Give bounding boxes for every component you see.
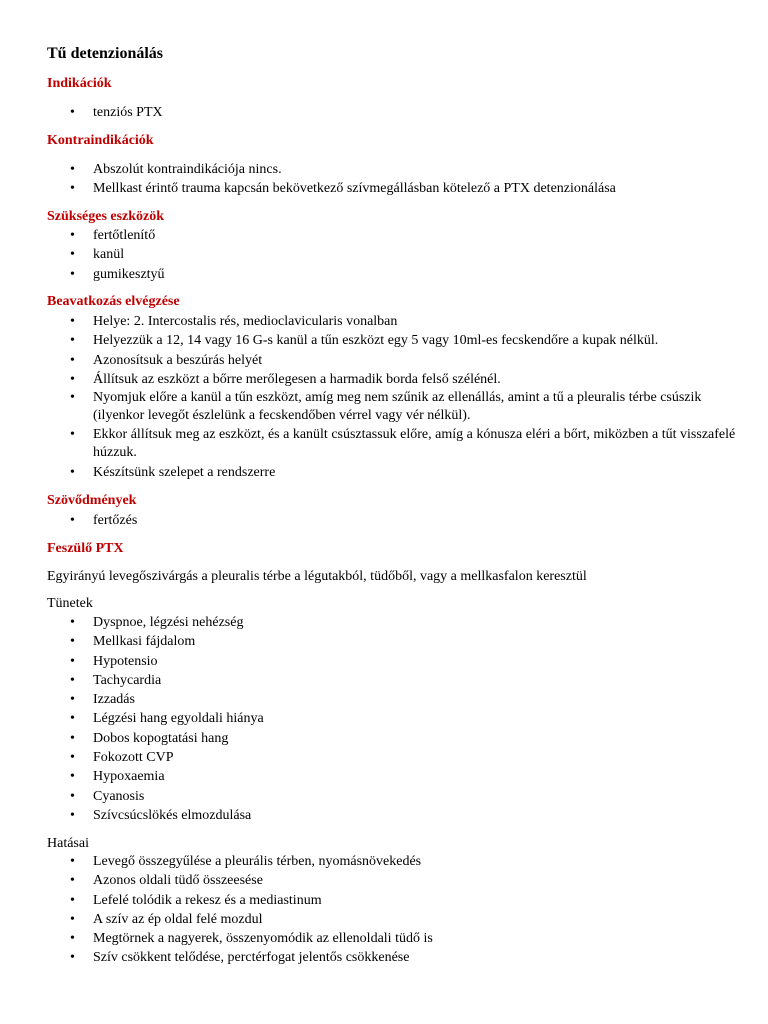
list-item: • Dobos kopogtatási hang xyxy=(47,729,747,748)
list-item: • Szív csökkent telődése, perctérfogat jelentős csökkenése xyxy=(47,948,747,967)
list-item: • Azonos oldali tüdő összeesése xyxy=(47,871,747,890)
list-item: • Cyanosis xyxy=(47,787,747,806)
list-item: • Állítsuk az eszközt a bőrre merőlegesen a harmadik borda felső szélénél. xyxy=(47,370,747,389)
list-item: • Tachycardia xyxy=(47,671,747,690)
heading-complications: Szövődmények xyxy=(47,493,137,508)
list-item: • Nyomjuk előre a kanül a tűn eszközt, amíg meg nem szűnik az ellenállás, amint a tű a pleuralis térbe csúszik (ilyenkor levegőt észlelünk a fecskendőben vérrel vagy vér nélkül). xyxy=(47,389,747,424)
procedure-list xyxy=(47,312,747,482)
list-item: • Azonosítsuk a beszúrás helyét xyxy=(47,351,747,370)
effects-label: Hatásai xyxy=(47,836,89,851)
list-item: • Fokozott CVP xyxy=(47,748,747,767)
list-item: • Készítsünk szelepet a rendszerre xyxy=(47,463,747,482)
heading-tension-ptx: Feszülő PTX xyxy=(47,541,124,556)
indications-list xyxy=(47,103,747,122)
list-item: • Dyspnoe, légzési nehézség xyxy=(47,613,747,632)
list-item: • Szívcsúcslökés elmozdulása xyxy=(47,806,747,825)
list-item: • Abszolút kontraindikációja nincs. xyxy=(47,160,747,179)
list-item: • Hypoxaemia xyxy=(47,767,747,786)
heading-procedure: Beavatkozás elvégzése xyxy=(47,294,180,309)
list-item: • Megtörnek a nagyerek, összenyomódik az ellenoldali tüdő is xyxy=(47,929,747,948)
list-item: • Mellkasi fájdalom xyxy=(47,632,747,651)
symptoms-label: Tünetek xyxy=(47,596,93,611)
list-item: • Légzési hang egyoldali hiánya xyxy=(47,709,747,728)
ptx-description: Egyirányú levegőszivárgás a pleuralis térbe a légutakból, tüdőből, vagy a mellkasfalon keresztül xyxy=(47,569,587,584)
list-item: • Ekkor állítsuk meg az eszközt, és a kanült csúsztassuk előre, amíg a kónusza eléri a bőrt, miközben a tűt visszafelé húzzuk. xyxy=(47,426,747,461)
heading-contraindications: Kontraindikációk xyxy=(47,133,154,148)
effects-list xyxy=(47,852,747,968)
list-item: • Mellkast érintő trauma kapcsán bekövetkező szívmegállásban kötelező a PTX detenzionálása xyxy=(47,179,747,198)
list-item: • kanül xyxy=(47,245,747,264)
list-item: • Lefelé tolódik a rekesz és a mediastinum xyxy=(47,891,747,910)
list-item: • Izzadás xyxy=(47,690,747,709)
symptoms-list xyxy=(47,613,747,825)
list-item: • Helyezzük a 12, 14 vagy 16 G-s kanül a tűn eszközt egy 5 vagy 10ml-es fecskendőre a kupak nélkül. xyxy=(47,331,747,350)
complications-list xyxy=(47,511,747,530)
equipment-list xyxy=(47,226,747,284)
list-item: • gumikesztyű xyxy=(47,265,747,284)
list-item: • A szív az ép oldal felé mozdul xyxy=(47,910,747,929)
list-item: • Levegő összegyűlése a pleurális térben, nyomásnövekedés xyxy=(47,852,747,871)
heading-indications: Indikációk xyxy=(47,76,112,91)
list-item: • fertőzés xyxy=(47,511,747,530)
list-item: • Hypotensio xyxy=(47,652,747,671)
list-item: • tenziós PTX xyxy=(47,103,747,122)
list-item: • fertőtlenítő xyxy=(47,226,747,245)
list-item: • Helye: 2. Intercostalis rés, medioclavicularis vonalban xyxy=(47,312,747,331)
contraindications-list xyxy=(47,160,747,199)
heading-equipment: Szükséges eszközök xyxy=(47,209,165,224)
document-title: Tű detenzionálás xyxy=(47,45,164,62)
